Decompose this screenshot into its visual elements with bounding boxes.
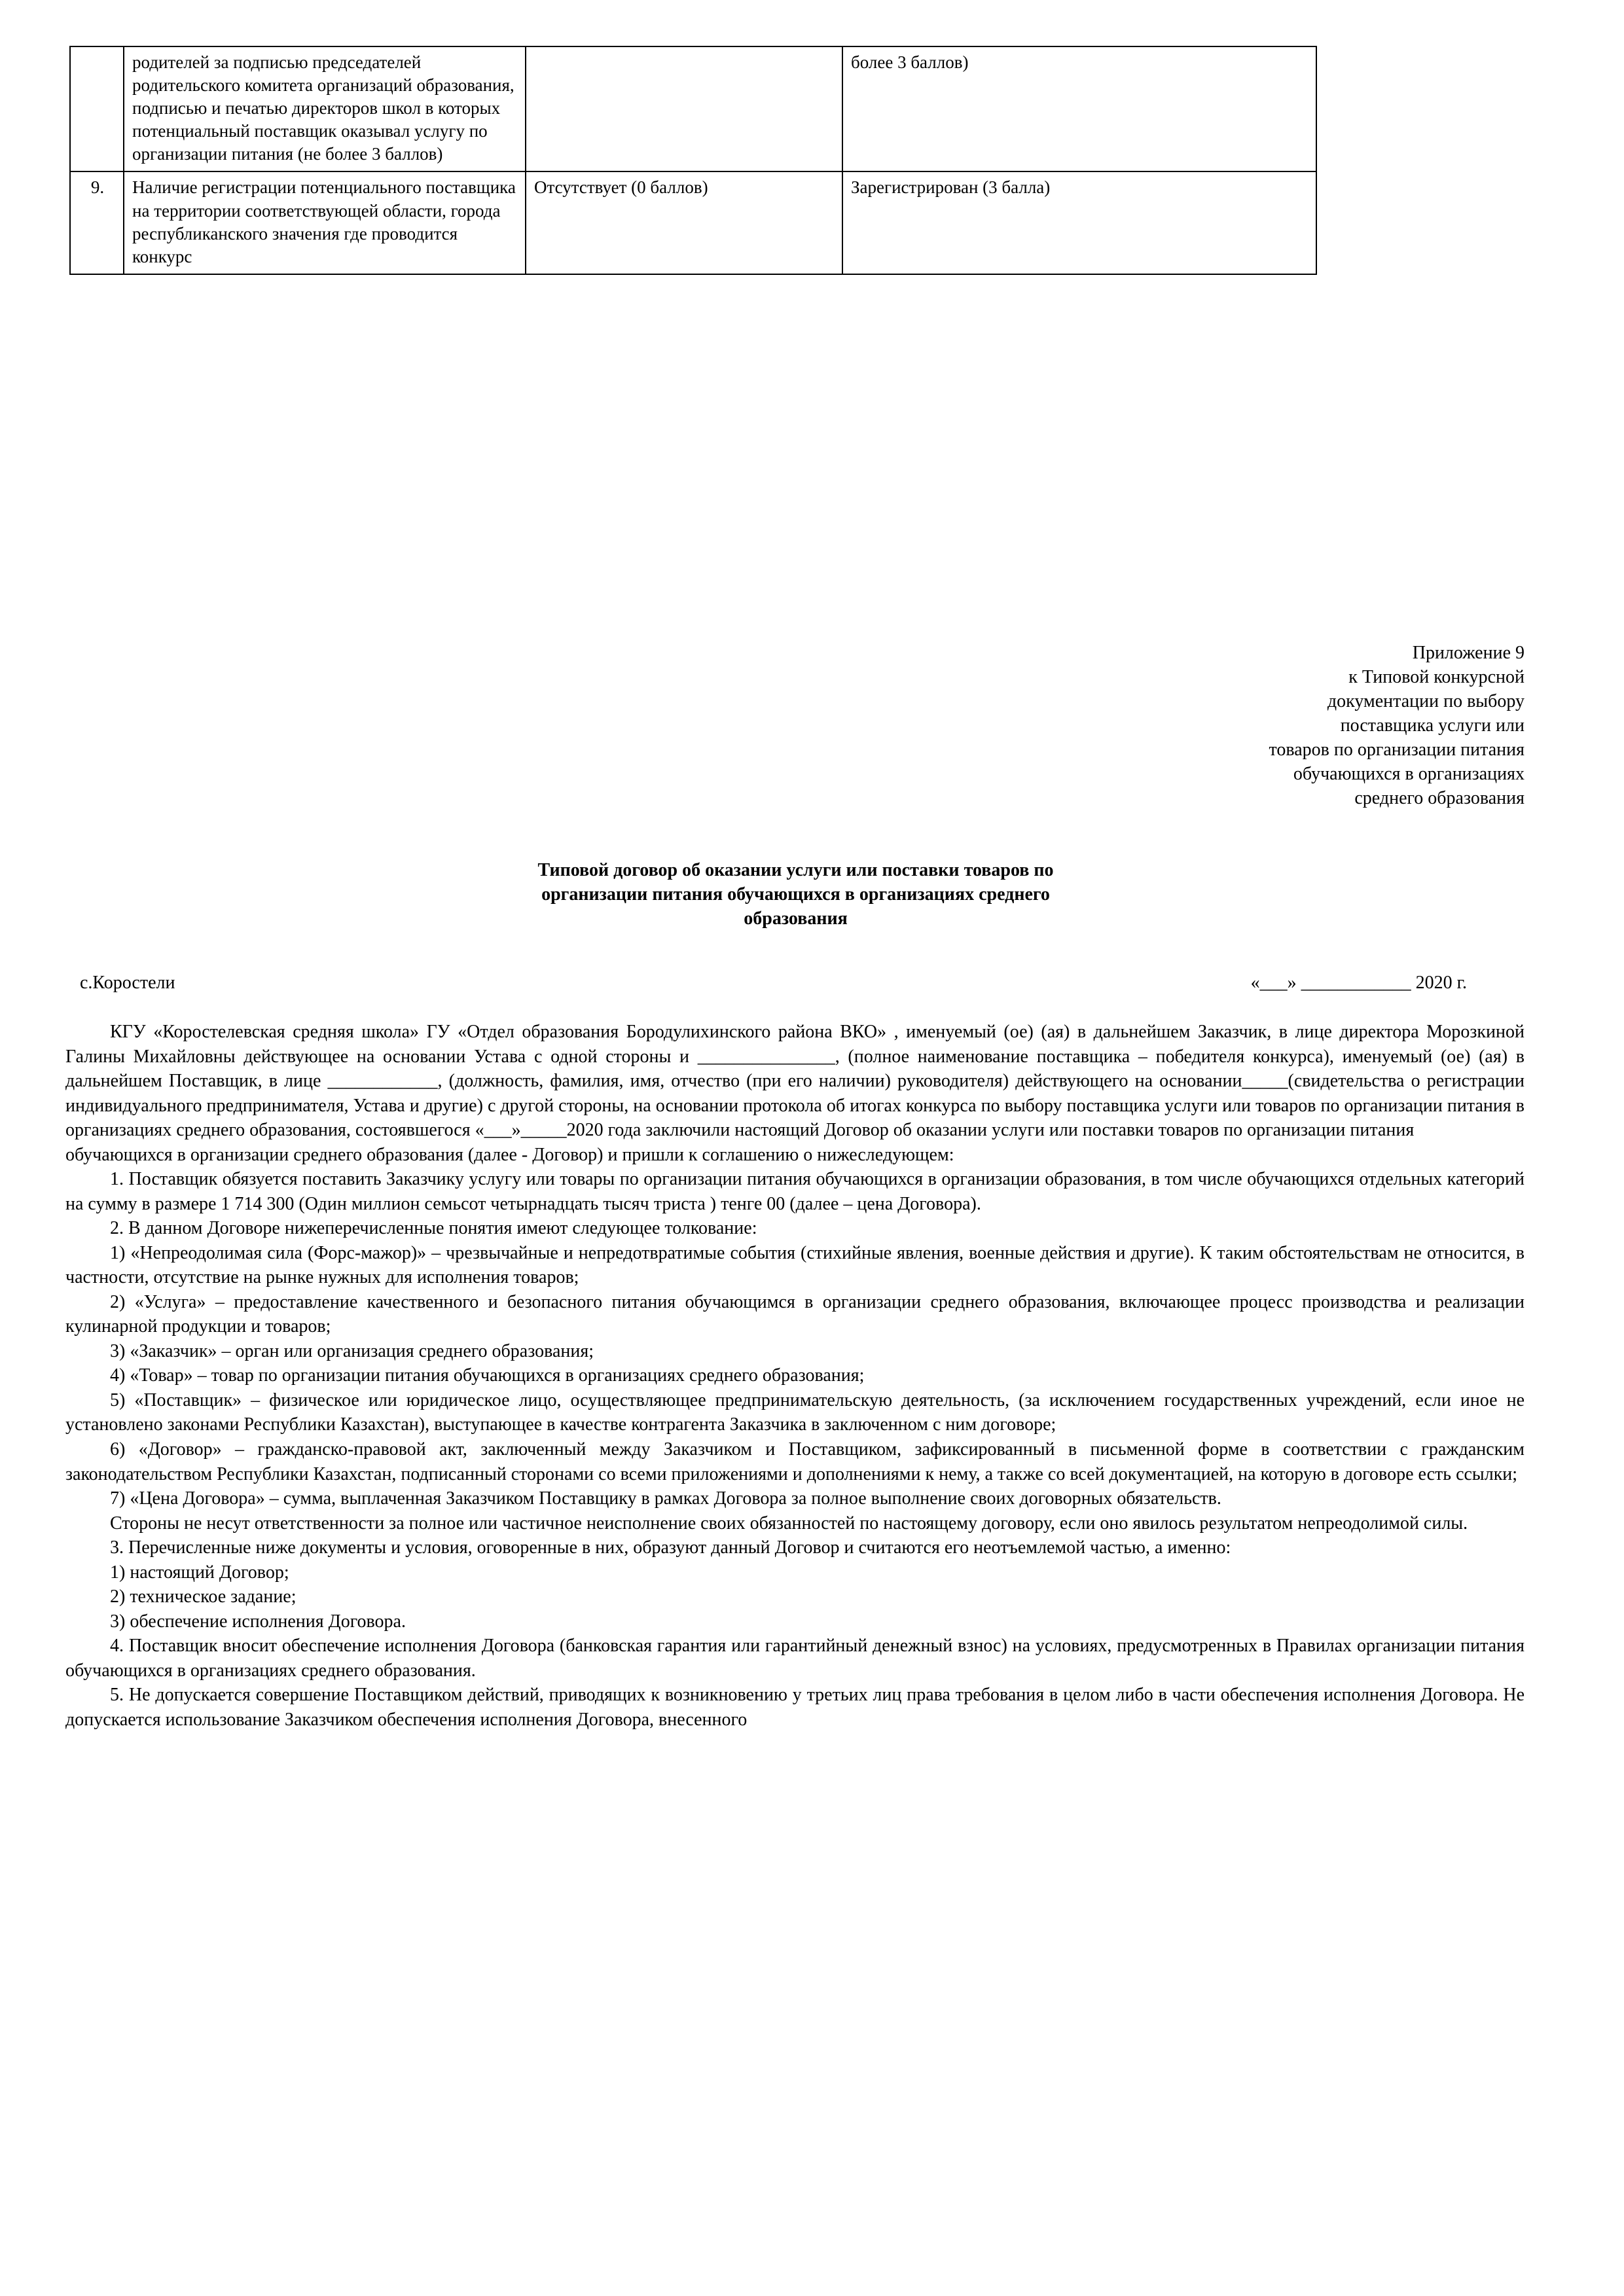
- paragraph: 5) «Поставщик» – физическое или юридическое лицо, осуществляющее предпринимательскую деятельность, (за исключением государственных учреждений, если иное не установлено законами Республики Казахстан), выступающее в качестве контрагента Заказчика в заключенном с ним договоре;: [65, 1390, 1525, 1435]
- table-row: [70, 171, 1316, 274]
- appendix-line: Приложение 9: [1412, 642, 1525, 663]
- row-middle-value: [526, 46, 842, 171]
- title-line-2: организации питания обучающихся в организациях среднего: [541, 884, 1050, 905]
- paragraph: 2. В данном Договоре нижеперечисленные понятия имеют следующее толкование:: [110, 1218, 757, 1239]
- paragraph: 6) «Договор» – гражданско-правовой акт, заключенный между Заказчиком и Поставщиком, зафиксированный в письменной форме в соответствии с гражданским законодательством Республики Казахстан, подписанный сторонами со всеми приложениями и дополнениями к нему, а также со всей документацией, на которую в договоре есть ссылки;: [65, 1439, 1525, 1484]
- appendix-line: товаров по организации питания: [1269, 739, 1525, 760]
- appendix-line: среднего образования: [1354, 787, 1525, 808]
- place-date-row: [65, 973, 1532, 994]
- table-row: [70, 46, 1316, 171]
- row-description: родителей за подписью председателей родительского комитета организаций образования, подписью и печатью директоров школ в которых потенциальный поставщик оказывал услугу по организации питания (не более 3 баллов): [124, 46, 526, 171]
- paragraph: 7) «Цена Договора» – сумма, выплаченная Заказчиком Поставщику в рамках Договора за полное выполнение своих договорных обязательств.: [110, 1488, 1221, 1509]
- paragraph: 1) «Непреодолимая сила (Форс-мажор)» – чрезвычайные и непредотвратимые события (стихийные явления, военные действия и другие). К таким обстоятельствам не относится, в частности, отсутствие на рынке нужных для исполнения товаров;: [65, 1242, 1525, 1288]
- row-number: 9.: [70, 171, 124, 274]
- date-field: «___» ____________ 2020 г.: [1250, 973, 1467, 994]
- row-right-value: Зарегистрирован (3 балла): [842, 171, 1316, 274]
- paragraph: 1) настоящий Договор;: [110, 1562, 289, 1583]
- paragraph: 4) «Товар» – товар по организации питания обучающихся в организациях среднего образования;: [110, 1365, 865, 1386]
- paragraph: 5. Не допускается совершение Поставщиком действий, приводящих к возникновению у третьих лиц права требования в целом либо в части обеспечения исполнения Договора. Не допускается использование Заказчиком обеспечения исполнения Договора, внесенного: [65, 1685, 1525, 1730]
- paragraph: 3. Перечисленные ниже документы и условия, оговоренные в них, образуют данный Договор и считаются его неотъемлемой частью, а именно:: [110, 1537, 1231, 1558]
- paragraph: 2) техническое задание;: [110, 1587, 297, 1607]
- paragraph: 4. Поставщик вносит обеспечение исполнения Договора (банковская гарантия или гарантийный денежный взнос) на условиях, предусмотренных в Правилах организации питания обучающихся в организациях среднего образования.: [65, 1636, 1525, 1681]
- paragraph: Стороны не несут ответственности за полное или частичное неисполнение своих обязанностей по настоящему договору, если оно явилось результатом непреодолимой силы.: [110, 1513, 1468, 1534]
- appendix-line: поставщика услуги или: [1340, 715, 1525, 736]
- paragraph: КГУ «Коростелевская средняя школа» ГУ «Отдел образования Бородулихинского района ВКО» , именуемый (ое) (ая) в дальнейшем Заказчик, в лице директора Морозкиной Галины Михайловны действующее на основании Устава с одной стороны и _______________, (полное наименование поставщика – победителя конкурса), именуемый (ое) (ая) в дальнейшем Поставщик, в лице ____________, (должность, фамилия, имя, отчество (при его наличии) руководителя) действующего на основании_____(свидетельства о регистрации индивидуального предпринимателя, Устава и другие) с другой стороны, на основании протокола об итогах конкурса по выбору поставщика услуги или товаров по организации питания в организациях среднего образования, состоявшегося «___»_____2020 года заключили настоящий Договор об оказании услуги или поставки товаров по организации питания: [65, 1022, 1525, 1141]
- criteria-table: [69, 46, 1317, 275]
- appendix-block: [65, 641, 1532, 811]
- paragraph: 3) обеспечение исполнения Договора.: [110, 1611, 406, 1632]
- contract-body: [65, 1020, 1532, 1732]
- appendix-line: к Типовой конкурсной: [1348, 666, 1525, 687]
- title-line-1: Типовой договор об оказании услуги или поставки товаров по: [537, 859, 1054, 880]
- paragraph: обучающихся в организации среднего образования (далее - Договор) и пришли к соглашению о нижеследующем:: [65, 1144, 954, 1165]
- title-line-3: образования: [744, 908, 848, 929]
- paragraph: 2) «Услуга» – предоставление качественного и безопасного питания обучающимся в организации среднего образования, включающее процесс производства и реализации кулинарной продукции и товаров;: [65, 1291, 1525, 1337]
- place-label: с.Коростели: [80, 973, 175, 994]
- row-number: [70, 46, 124, 171]
- appendix-line: обучающихся в организациях: [1293, 763, 1525, 784]
- row-description: Наличие регистрации потенциального поставщика на территории соответствующей области, города республиканского значения где проводится конкурс: [124, 171, 526, 274]
- row-right-value: более 3 баллов): [842, 46, 1316, 171]
- row-middle-value: Отсутствует (0 баллов): [526, 171, 842, 274]
- appendix-line: документации по выбору: [1327, 691, 1525, 711]
- table-body: [70, 46, 1316, 274]
- paragraph: 1. Поставщик обязуется поставить Заказчику услугу или товары по организации питания обучающихся в организации образования, в том числе обучающихся отдельных категорий на сумму в размере 1 714 300 (Один миллион семьсот четырнадцать тысяч триста ) тенге 00 (далее – цена Договора).: [65, 1169, 1525, 1214]
- paragraph: 3) «Заказчик» – орган или организация среднего образования;: [110, 1340, 594, 1361]
- document-title: [65, 858, 1532, 931]
